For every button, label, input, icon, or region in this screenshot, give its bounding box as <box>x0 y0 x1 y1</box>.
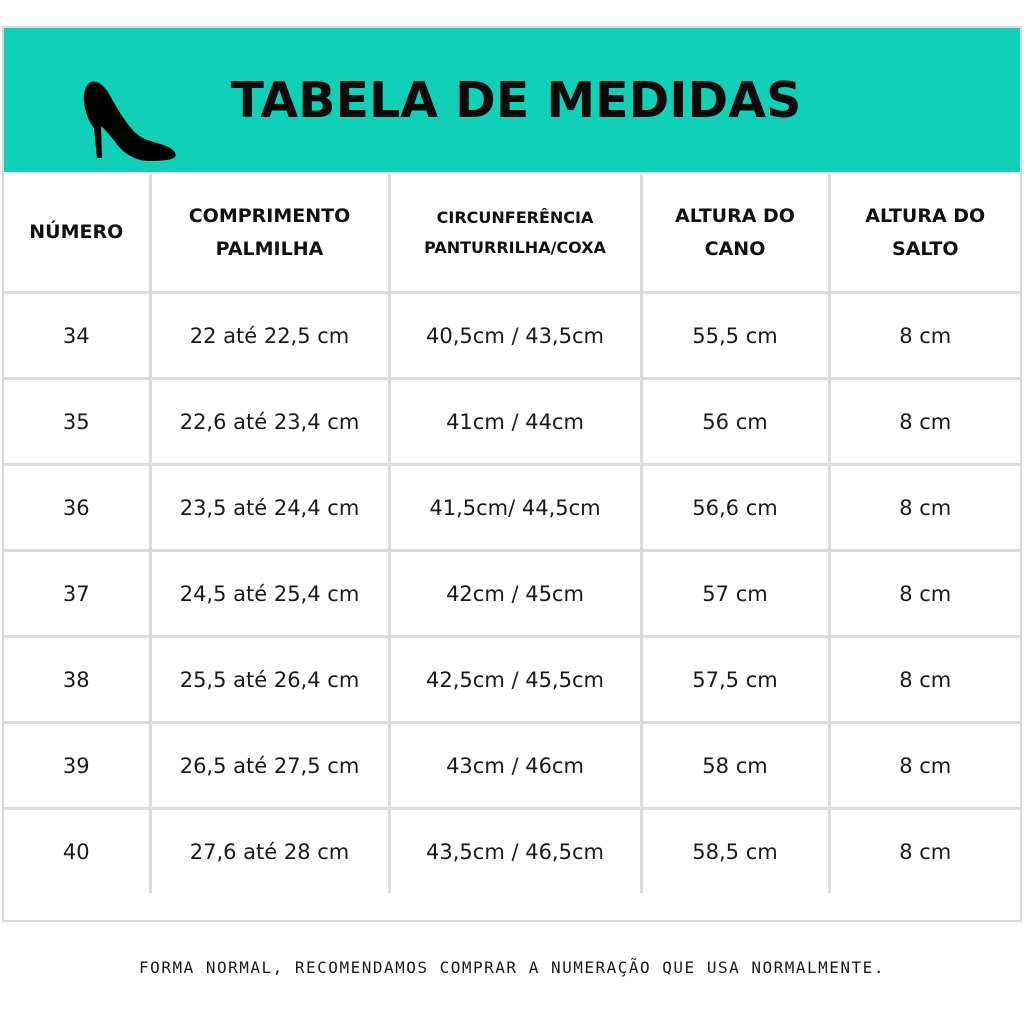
cell-comprimento: 22,6 até 23,4 cm <box>150 379 389 465</box>
cell-comprimento: 23,5 até 24,4 cm <box>150 465 389 551</box>
cell-altura-salto: 8 cm <box>829 379 1020 465</box>
header-altura-salto <box>829 174 1020 293</box>
cell-numero: 38 <box>4 637 150 723</box>
cell-circunferencia: 40,5cm / 43,5cm <box>389 293 641 379</box>
table-row <box>4 379 1020 465</box>
cell-numero: 35 <box>4 379 150 465</box>
header-line-2: SALTO <box>892 237 959 260</box>
cell-comprimento: 22 até 22,5 cm <box>150 293 389 379</box>
cell-altura-cano: 57,5 cm <box>641 637 829 723</box>
cell-altura-cano: 56 cm <box>641 379 829 465</box>
table-row <box>4 465 1020 551</box>
page-title: TABELA DE MEDIDAS <box>230 71 802 129</box>
cell-altura-cano: 58,5 cm <box>641 809 829 894</box>
cell-comprimento: 24,5 até 25,4 cm <box>150 551 389 637</box>
cell-circunferencia: 41cm / 44cm <box>389 379 641 465</box>
cell-numero: 39 <box>4 723 150 809</box>
header-line-2: PANTURRILHA/COXA <box>424 237 606 257</box>
header-line-1: COMPRIMENTO <box>188 204 351 227</box>
header-circunferencia <box>389 174 641 293</box>
cell-altura-cano: 57 cm <box>641 551 829 637</box>
table-row <box>4 293 1020 379</box>
cell-circunferencia: 42,5cm / 45,5cm <box>389 637 641 723</box>
footer-note: FORMA NORMAL, RECOMENDAMOS COMPRAR A NUMERAÇÃO QUE USA NORMALMENTE. <box>139 958 885 977</box>
header-altura-cano <box>641 174 829 293</box>
header-line-2: PALMILHA <box>215 237 324 260</box>
cell-circunferencia: 43,5cm / 46,5cm <box>389 809 641 894</box>
header-numero <box>4 174 150 293</box>
cell-numero: 40 <box>4 809 150 894</box>
cell-numero: 36 <box>4 465 150 551</box>
header-line-2: CANO <box>704 237 766 260</box>
cell-comprimento: 26,5 até 27,5 cm <box>150 723 389 809</box>
cell-comprimento: 27,6 até 28 cm <box>150 809 389 894</box>
cell-altura-salto: 8 cm <box>829 551 1020 637</box>
table-row <box>4 809 1020 894</box>
cell-altura-salto: 8 cm <box>829 293 1020 379</box>
header-numero-label: NÚMERO <box>29 221 124 243</box>
cell-circunferencia: 41,5cm/ 44,5cm <box>389 465 641 551</box>
cell-numero: 37 <box>4 551 150 637</box>
size-chart <box>2 26 1022 922</box>
header-line-1: ALTURA DO <box>675 204 795 227</box>
cell-circunferencia: 43cm / 46cm <box>389 723 641 809</box>
cell-altura-salto: 8 cm <box>829 723 1020 809</box>
cell-circunferencia: 42cm / 45cm <box>389 551 641 637</box>
header-comprimento-palmilha <box>150 174 389 293</box>
table-row <box>4 551 1020 637</box>
title-banner <box>4 28 1020 172</box>
cell-altura-cano: 55,5 cm <box>641 293 829 379</box>
cell-altura-salto: 8 cm <box>829 465 1020 551</box>
table-row <box>4 637 1020 723</box>
table-row <box>4 723 1020 809</box>
header-line-1: ALTURA DO <box>865 204 986 227</box>
table-header-row <box>4 174 1020 293</box>
cell-altura-cano: 58 cm <box>641 723 829 809</box>
cell-altura-cano: 56,6 cm <box>641 465 829 551</box>
cell-altura-salto: 8 cm <box>829 637 1020 723</box>
cell-comprimento: 25,5 até 26,4 cm <box>150 637 389 723</box>
measurements-table <box>4 174 1020 893</box>
cell-numero: 34 <box>4 293 150 379</box>
header-line-1: CIRCUNFERÊNCIA <box>436 207 594 227</box>
cell-altura-salto: 8 cm <box>829 809 1020 894</box>
